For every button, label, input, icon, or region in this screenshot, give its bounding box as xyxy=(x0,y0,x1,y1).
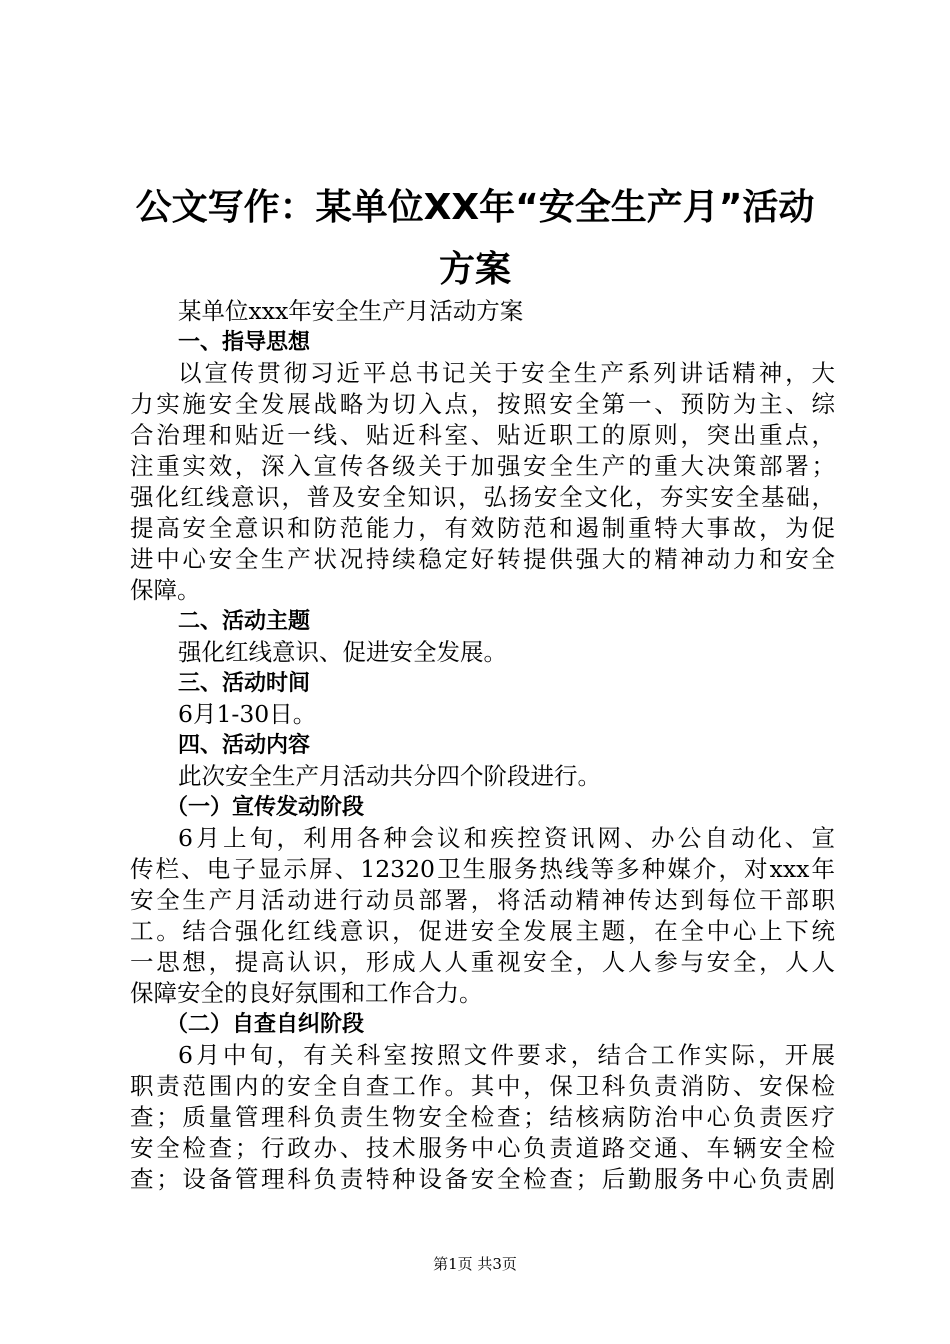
stage2-line: 查；设备管理科负责特种设备安全检查；后勤服务中心负责剧 xyxy=(130,1165,835,1193)
stage1-line: 工。结合强化红线意识，促进安全发展主题，在全中心上下统 xyxy=(130,917,835,945)
stage1-line: 安全生产月活动进行动员部署，将活动精神传达到每位干部职 xyxy=(130,886,835,914)
stage1-line: 一思想，提高认识，形成人人重视安全，人人参与安全，人人 xyxy=(130,948,835,976)
intro-line: 某单位xxx年安全生产月活动方案 xyxy=(178,297,524,325)
section1-line: 以宣传贯彻习近平总书记关于安全生产系列讲话精神，大 xyxy=(178,359,835,387)
section1-line: 进中心安全生产状况持续稳定好转提供强大的精神动力和安全 xyxy=(130,545,835,573)
stage1-line: 6月上旬，利用各种会议和疾控资讯网、办公自动化、宣 xyxy=(178,824,835,852)
stage1-line: 传栏、电子显示屏、12320卫生服务热线等多种媒介，对xxx年 xyxy=(130,855,835,883)
section3-heading: 三、活动时间 xyxy=(178,671,311,696)
section1-line: 力实施安全发展战略为切入点，按照安全第一、预防为主、综 xyxy=(130,390,835,418)
section4-text: 此次安全生产月活动共分四个阶段进行。 xyxy=(178,762,601,790)
document-body xyxy=(130,296,835,1195)
section2-heading: 二、活动主题 xyxy=(178,609,311,634)
stage2-line: 安全检查；行政办、技术服务中心负责道路交通、车辆安全检 xyxy=(130,1134,835,1162)
stage2-line: 6月中旬，有关科室按照文件要求，结合工作实际，开展 xyxy=(178,1041,835,1069)
document-title-line2: 方案 xyxy=(438,249,511,290)
section4-heading: 四、活动内容 xyxy=(178,733,311,758)
section3-text: 6月1-30日。 xyxy=(178,700,317,728)
stage2-line: 查；质量管理科负责生物安全检查；结核病防治中心负责医疗 xyxy=(130,1103,835,1131)
section1-line: 合治理和贴近一线、贴近科室、贴近职工的原则，突出重点， xyxy=(130,421,835,449)
document-title-line1: 公文写作：某单位XX年“安全生产月”活动 xyxy=(135,187,815,228)
section1-line: 保障。 xyxy=(130,576,201,604)
section2-text: 强化红线意识、促进安全发展。 xyxy=(178,638,507,666)
section1-heading: 一、指导思想 xyxy=(178,330,311,355)
stage1-line: 保障安全的良好氛围和工作合力。 xyxy=(130,979,483,1007)
stage2-line: 职责范围内的安全自查工作。其中，保卫科负责消防、安保检 xyxy=(130,1072,835,1100)
stage2-heading: （二）自查自纠阶段 xyxy=(166,1012,365,1037)
page-footer: 第1页 共3页 xyxy=(433,1255,517,1273)
section1-line: 注重实效，深入宣传各级关于加强安全生产的重大决策部署； xyxy=(130,452,835,480)
section1-line: 强化红线意识，普及安全知识，弘扬安全文化，夯实安全基础， xyxy=(130,483,835,511)
stage1-heading: （一）宣传发动阶段 xyxy=(166,795,365,820)
section1-line: 提高安全意识和防范能力，有效防范和遏制重特大事故，为促 xyxy=(130,514,835,542)
